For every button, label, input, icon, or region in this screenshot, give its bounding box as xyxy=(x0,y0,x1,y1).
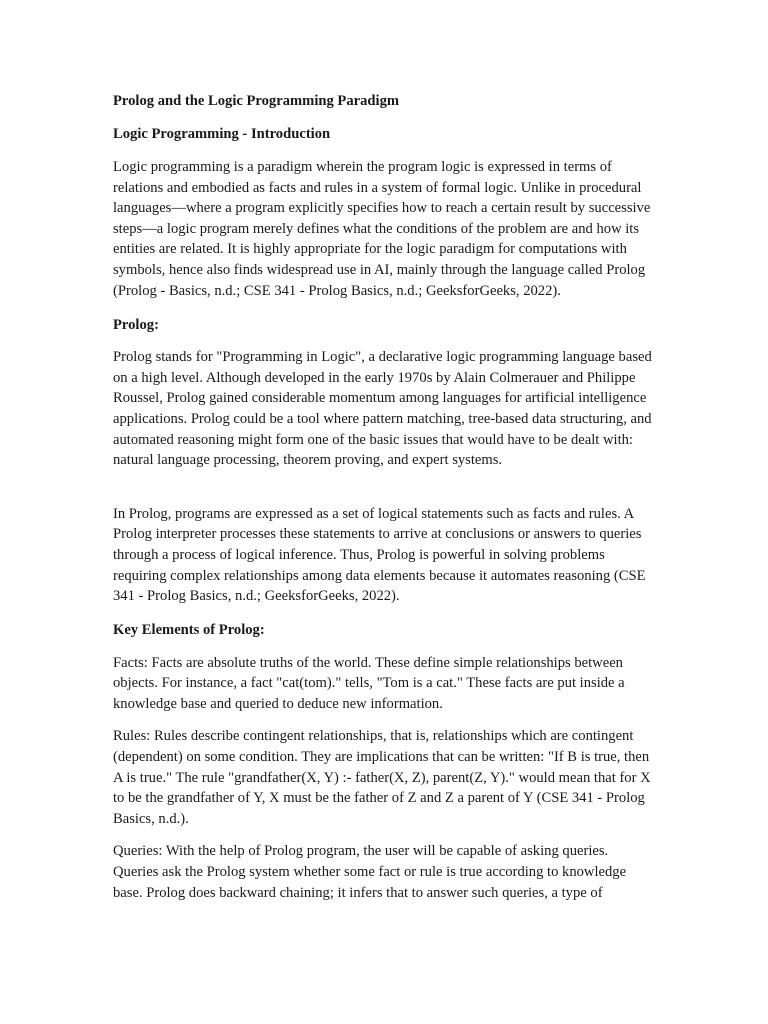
paragraph-prolog-definition: Prolog stands for "Programming in Logic", a declarative logic programming language based on a high level. Although developed in the early 1970s by Alain Colmerauer and Philippe Roussel, Prolog gained considerable momentum among languages for artificial intelligence applications. Prolog could be a tool where pattern matching, tree-based data structuring, and automated reasoning might form one of the basic issues that would have to be dealt with: natural language processing, theorem proving, and expert systems. xyxy=(113,349,652,469)
paragraph-queries: Queries: With the help of Prolog program, the user will be capable of asking queries. Queries ask the Prolog system whether some fact or rule is true according to knowledge base. Prolog does backward chaining; it infers that to answer such queries, a type of xyxy=(113,843,627,901)
section-heading-key-elements: Key Elements of Prolog: xyxy=(113,621,265,638)
paragraph-rules: Rules: Rules describe contingent relationships, that is, relationships which are contingent (dependent) on some condition. They are implications that can be written: "If B is true, then A is true." The rule "grandfather(X, Y) :- father(X, Z), parent(Z, Y)." would mean that for X to be the grandfather of Y, X must be the father of Z and Z a parent of Y (CSE 341 - Prolog Basics, n.d.). xyxy=(113,728,651,827)
paragraph-prolog-programs: In Prolog, programs are expressed as a set of logical statements such as facts and rules. A Prolog interpreter processes these statements to arrive at conclusions or answers to queries through a process of logical inference. Thus, Prolog is powerful in solving problems requiring complex relationships among data elements because it automates reasoning (CSE 341 - Prolog Basics, n.d.; GeeksforGeeks, 2022). xyxy=(113,505,646,605)
paragraph-intro: Logic programming is a paradigm wherein the program logic is expressed in terms of relations and embodied as facts and rules in a system of formal logic. Unlike in procedural languages—where a program explicitly specifies how to reach a certain result by successive steps—a logic program merely defines what the conditions of the problem are and how its entities are related. It is highly appropriate for the logic paradigm for computations with symbols, hence also finds widespread use in AI, mainly through the language called Prolog (Prolog - Basics, n.d.; CSE 341 - Prolog Basics, n.d.; GeeksforGeeks, 2022). xyxy=(113,159,651,299)
section-heading-intro: Logic Programming - Introduction xyxy=(113,126,331,142)
section-heading-prolog: Prolog: xyxy=(113,317,159,334)
document-page xyxy=(113,91,653,903)
paragraph-facts: Facts: Facts are absolute truths of the world. These define simple relationships between objects. For instance, a fact "cat(tom)." tells, "Tom is a cat." These facts are put inside a knowledge base and queried to deduce new information. xyxy=(113,654,625,712)
document-title: Prolog and the Logic Programming Paradigm xyxy=(113,93,400,109)
